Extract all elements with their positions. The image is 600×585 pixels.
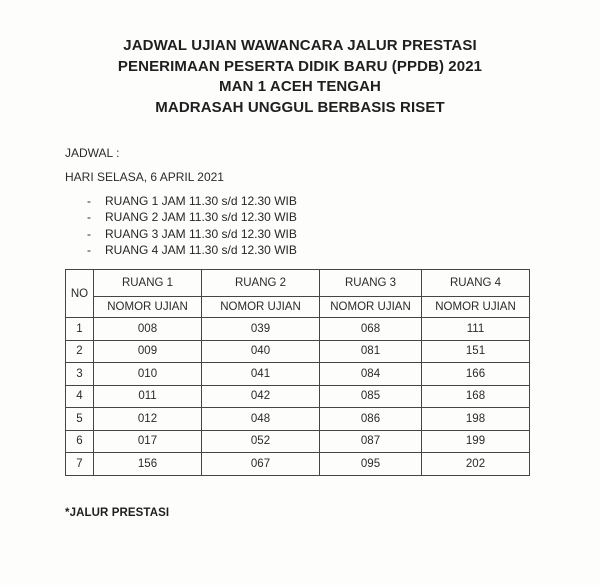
- exam-number-header: NOMOR UJIAN: [94, 297, 202, 318]
- room-schedule-list: [65, 193, 560, 258]
- exam-number-cell: 042: [202, 385, 320, 408]
- list-item: [65, 226, 560, 242]
- row-number-cell: 5: [66, 408, 94, 431]
- room-schedule-text: RUANG 1 JAM 11.30 s/d 12.30 WIB: [105, 194, 297, 208]
- exam-number-cell: 085: [320, 385, 422, 408]
- exam-number-cell: 095: [320, 453, 422, 476]
- table-row: [66, 318, 530, 341]
- no-column-header: NO: [66, 270, 94, 318]
- table-row: [66, 340, 530, 363]
- exam-number-cell: 198: [422, 408, 530, 431]
- row-number-cell: 4: [66, 385, 94, 408]
- exam-number-cell: 156: [94, 453, 202, 476]
- title-line-2: PENERIMAAN PESERTA DIDIK BARU (PPDB) 2021: [117, 57, 483, 75]
- exam-table-header: [66, 270, 530, 318]
- schedule-date: HARI SELASA, 6 APRIL 2021: [65, 170, 224, 184]
- dash-bullet: -: [87, 242, 91, 257]
- exam-number-cell: 011: [94, 385, 202, 408]
- dash-bullet: -: [87, 210, 91, 225]
- dash-bullet: -: [87, 194, 91, 208]
- row-number-cell: 7: [66, 453, 94, 476]
- exam-number-cell: 087: [320, 430, 422, 453]
- exam-number-cell: 067: [202, 453, 320, 476]
- row-number-cell: 3: [66, 363, 94, 386]
- dash-bullet: -: [87, 226, 91, 241]
- list-item: [65, 209, 560, 225]
- room-schedule-text: RUANG 4 JAM 11.30 s/d 12.30 WIB: [105, 242, 297, 257]
- list-item: [65, 193, 560, 209]
- exam-table-body: [66, 318, 530, 476]
- row-number-cell: 1: [66, 318, 94, 341]
- exam-number-header: NOMOR UJIAN: [320, 297, 422, 318]
- exam-number-cell: 041: [202, 363, 320, 386]
- room-3-header: RUANG 3: [320, 270, 422, 297]
- exam-schedule-table: [65, 269, 530, 476]
- document-body: [65, 146, 560, 519]
- exam-number-cell: 202: [422, 453, 530, 476]
- row-number-cell: 2: [66, 340, 94, 363]
- exam-number-cell: 009: [94, 340, 202, 363]
- exam-number-cell: 151: [422, 340, 530, 363]
- exam-number-cell: 068: [320, 318, 422, 341]
- list-item: [65, 242, 560, 258]
- exam-number-cell: 017: [94, 430, 202, 453]
- room-header-row: [66, 270, 530, 297]
- exam-number-cell: 052: [202, 430, 320, 453]
- room-2-header: RUANG 2: [202, 270, 320, 297]
- exam-number-header: NOMOR UJIAN: [202, 297, 320, 318]
- sub-header-row: [66, 297, 530, 318]
- document-title: [0, 0, 600, 118]
- exam-number-cell: 084: [320, 363, 422, 386]
- exam-number-cell: 168: [422, 385, 530, 408]
- exam-number-cell: 039: [202, 318, 320, 341]
- exam-number-cell: 199: [422, 430, 530, 453]
- exam-number-cell: 040: [202, 340, 320, 363]
- exam-number-cell: 012: [94, 408, 202, 431]
- footnote: *JALUR PRESTASI: [65, 506, 170, 519]
- title-line-1: JADWAL UJIAN WAWANCARA JALUR PRESTASI: [123, 37, 477, 54]
- row-number-cell: 6: [66, 430, 94, 453]
- schedule-label: JADWAL :: [65, 146, 120, 160]
- table-row: [66, 363, 530, 386]
- exam-number-cell: 111: [422, 318, 530, 341]
- table-row: [66, 430, 530, 453]
- exam-number-cell: 086: [320, 408, 422, 431]
- room-4-header: RUANG 4: [422, 270, 530, 297]
- table-row: [66, 453, 530, 476]
- table-row: [66, 385, 530, 408]
- exam-number-header: NOMOR UJIAN: [422, 297, 530, 318]
- exam-number-cell: 008: [94, 318, 202, 341]
- exam-number-cell: 166: [422, 363, 530, 386]
- exam-number-cell: 010: [94, 363, 202, 386]
- room-schedule-text: RUANG 2 JAM 11.30 s/d 12.30 WIB: [105, 210, 297, 225]
- room-schedule-text: RUANG 3 JAM 11.30 s/d 12.30 WIB: [105, 226, 297, 241]
- exam-number-cell: 081: [320, 340, 422, 363]
- title-line-4: MADRASAH UNGGUL BERBASIS RISET: [155, 98, 445, 116]
- room-1-header: RUANG 1: [94, 270, 202, 297]
- title-line-3: MAN 1 ACEH TENGAH: [219, 78, 381, 95]
- table-row: [66, 408, 530, 431]
- exam-number-cell: 048: [202, 408, 320, 431]
